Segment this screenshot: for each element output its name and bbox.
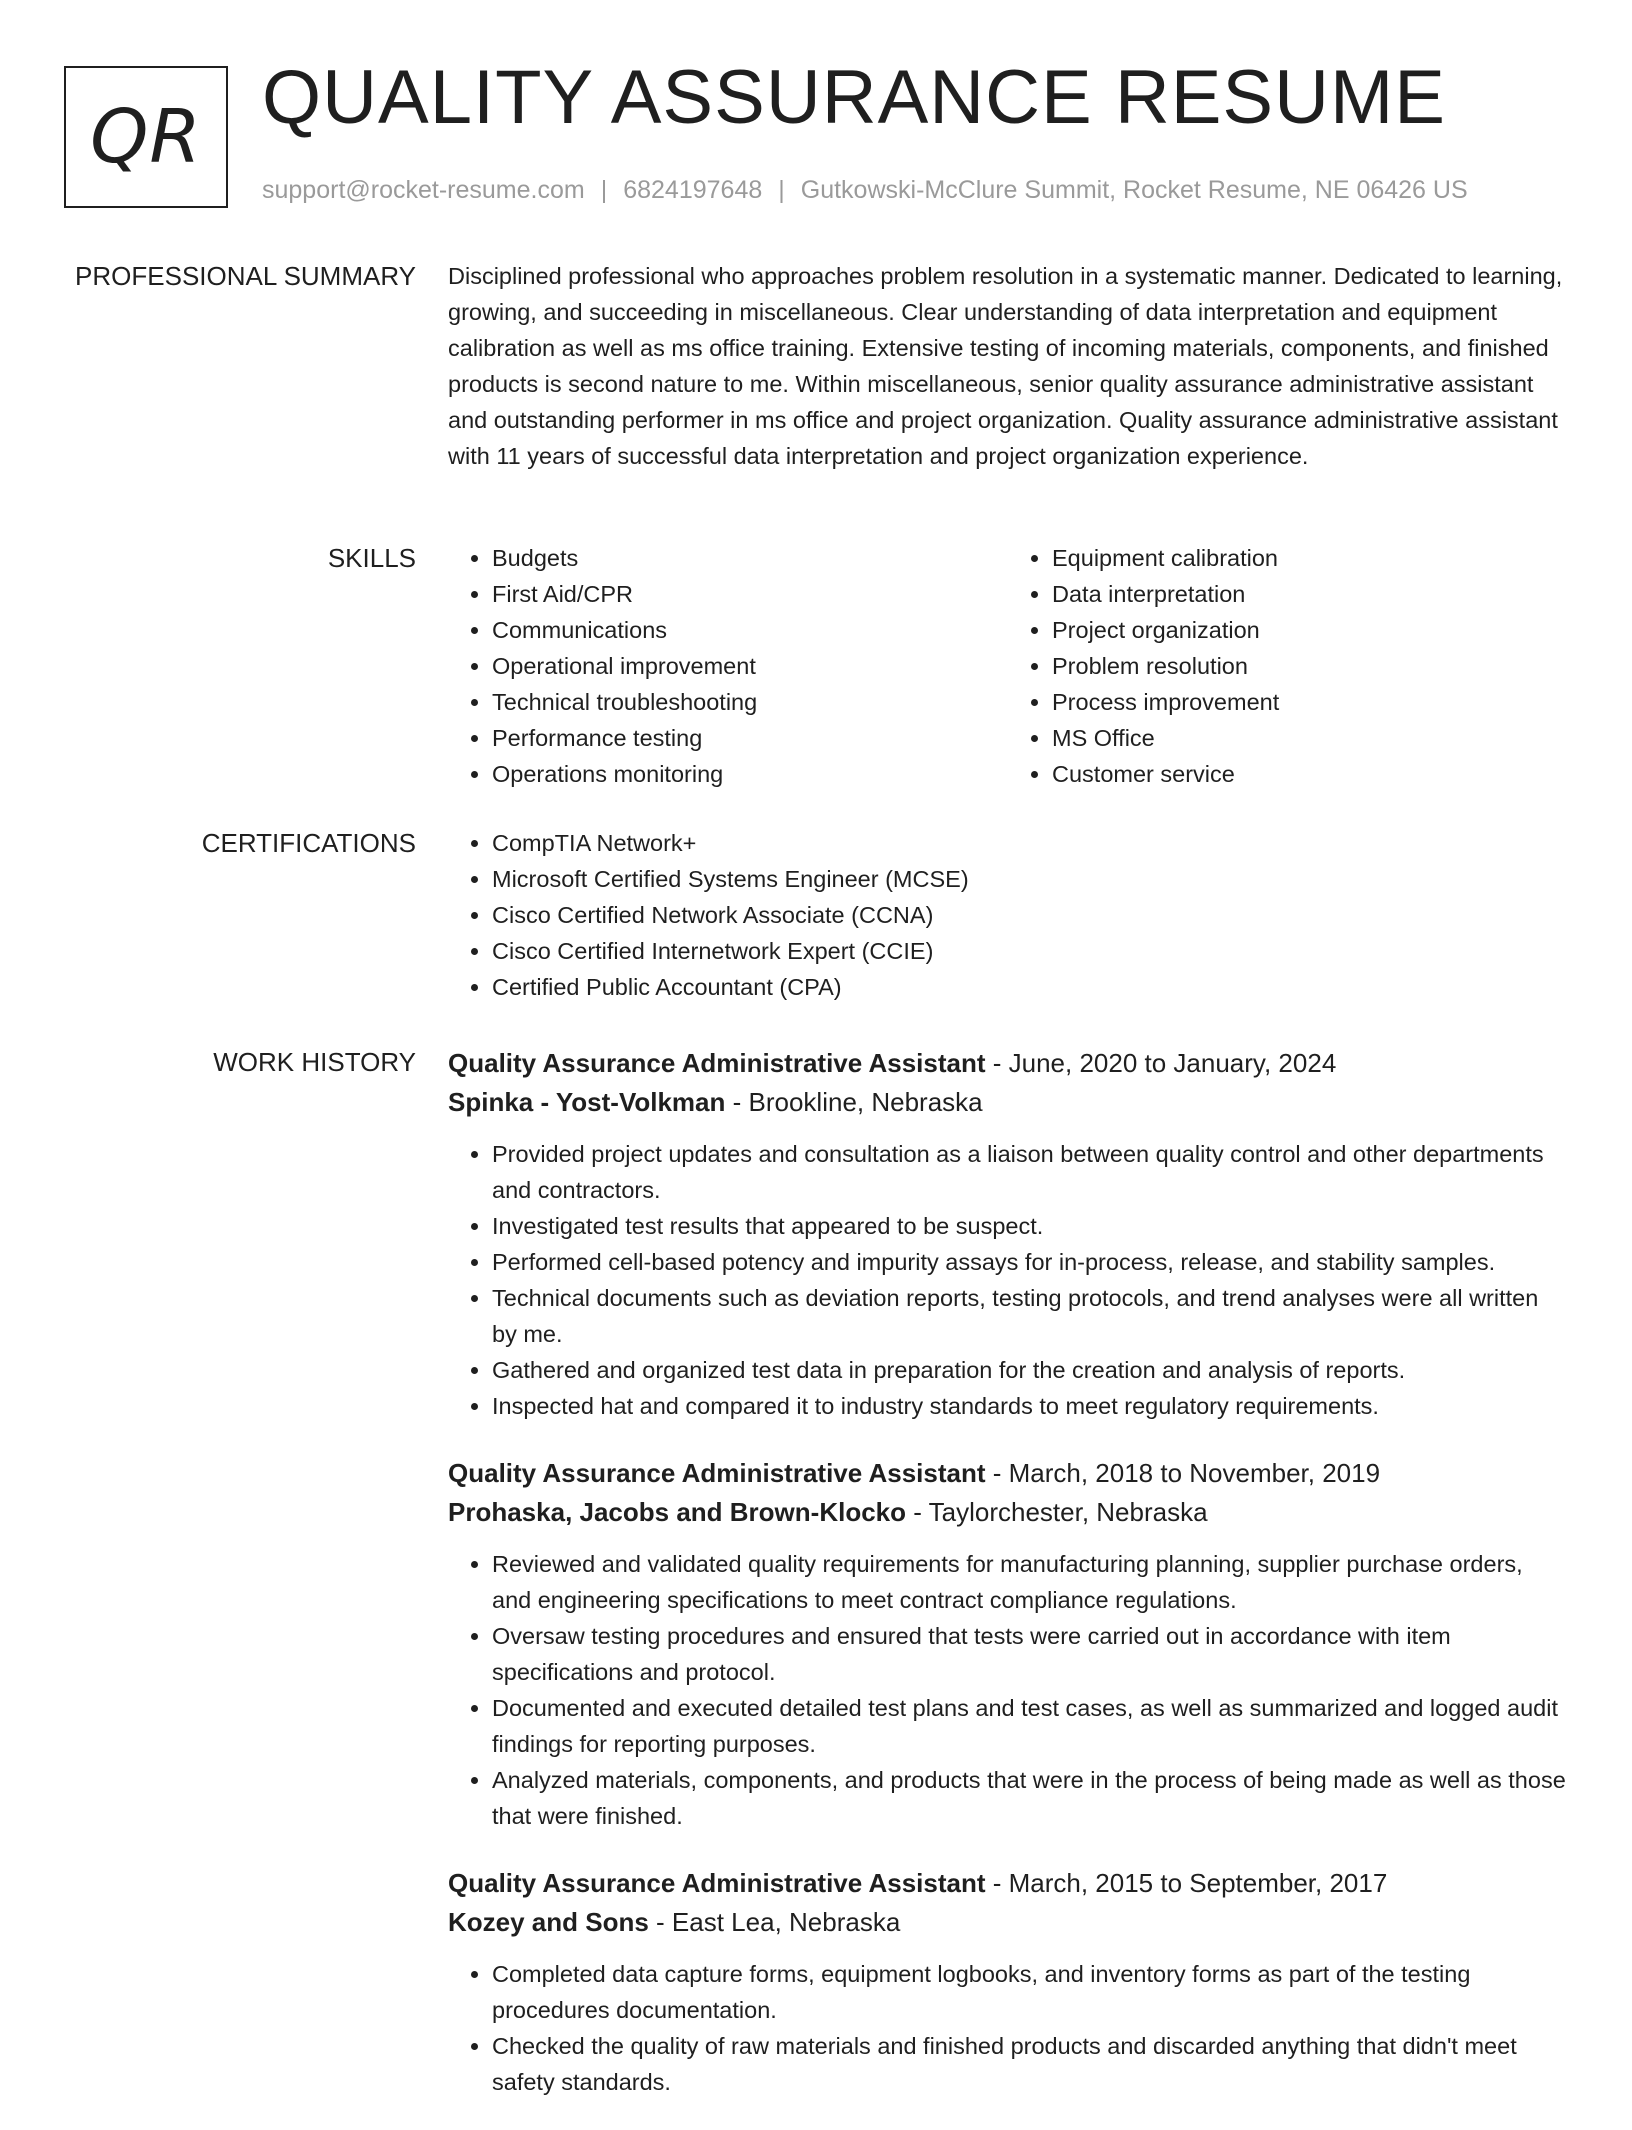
skill-item: • Technical troubleshooting [492, 684, 1008, 720]
job-title: Quality Assurance Administrative Assistant [448, 1458, 986, 1488]
certification-item: • CompTIA Network+ [492, 825, 1568, 861]
contact-phone: 6824197648 [623, 176, 763, 204]
skill-item: • Communications [492, 612, 1008, 648]
job-dates: - March, 2018 to November, 2019 [985, 1458, 1381, 1488]
job-bullet: • Documented and executed detailed test plans and test cases, as well as summarized and logged audit findings for reporting purposes. [492, 1690, 1568, 1762]
certification-item: • Microsoft Certified Systems Engineer (MCSE) [492, 861, 1568, 897]
job-location: - Taylorchester, Nebraska [906, 1497, 1208, 1527]
skill-item: • Equipment calibration [1052, 540, 1568, 576]
contact-separator: | [778, 176, 785, 204]
certification-item: • Certified Public Accountant (CPA) [492, 969, 1568, 1005]
job-dates: - June, 2020 to January, 2024 [985, 1048, 1337, 1078]
summary-heading: PROFESSIONAL SUMMARY [75, 261, 416, 291]
job-bullet: • Reviewed and validated quality requirements for manufacturing planning, supplier purchase orders, and engineering specifications to meet contract compliance regulations. [492, 1546, 1568, 1618]
job-company: Prohaska, Jacobs and Brown-Klocko [448, 1497, 907, 1527]
job-bullet: • Performed cell-based potency and impurity assays for in-process, release, and stability samples. [492, 1244, 1568, 1280]
skill-item: • Budgets [492, 540, 1008, 576]
skill-item: • Problem resolution [1052, 648, 1568, 684]
job-bullets [448, 1546, 1568, 1834]
contact-separator: | [600, 176, 608, 204]
resume-title: QUALITY ASSURANCE RESUME [262, 55, 1447, 140]
job-bullet: • Investigated test results that appeared to be suspect. [492, 1208, 1568, 1244]
job-entry [448, 1454, 1568, 1834]
job-bullets [448, 1956, 1568, 2100]
job-bullet: • Oversaw testing procedures and ensured that tests were carried out in accordance with item specifications and protocol. [492, 1618, 1568, 1690]
job-entry [448, 1044, 1568, 1424]
job-dates: - March, 2015 to September, 2017 [985, 1868, 1388, 1898]
certifications-list [448, 825, 1568, 1005]
skill-item: • Performance testing [492, 720, 1008, 756]
job-company: Kozey and Sons [448, 1907, 649, 1937]
work-history-heading: WORK HISTORY [213, 1047, 416, 1077]
certifications-heading: CERTIFICATIONS [201, 828, 416, 858]
skills-list-right [1008, 540, 1568, 792]
certification-item: • Cisco Certified Internetwork Expert (CCIE) [492, 933, 1568, 969]
job-entry [448, 1864, 1568, 2100]
skill-item: • Process improvement [1052, 684, 1568, 720]
certification-item: • Cisco Certified Network Associate (CCNA) [492, 897, 1568, 933]
skill-item: • First Aid/CPR [492, 576, 1008, 612]
job-bullet: • Gathered and organized test data in preparation for the creation and analysis of reports. [492, 1352, 1568, 1388]
job-title: Quality Assurance Administrative Assistant [448, 1048, 986, 1078]
summary-text: Disciplined professional who approaches problem resolution in a systematic manner. Dedicated to learning, growing, and succeeding in miscellaneous. Clear understanding of data interpretation and equipment calibration as well as ms office training. Extensive testing of incoming materials, components, and finished products is second nature to me. Within miscellaneous, senior quality assurance administrative assistant and outstanding performer in ms office and project organization. Quality assurance administrative assistant with 11 years of successful data interpretation and project organization experience. [448, 263, 1563, 469]
skill-item: • Customer service [1052, 756, 1568, 792]
job-location: - Brookline, Nebraska [725, 1087, 983, 1117]
job-bullet: • Inspected hat and compared it to industry standards to meet regulatory requirements. [492, 1388, 1568, 1424]
job-bullet: • Provided project updates and consultation as a liaison between quality control and other departments and contractors. [492, 1136, 1568, 1208]
job-bullet: • Checked the quality of raw materials and finished products and discarded anything that didn't meet safety standards. [492, 2028, 1568, 2100]
skill-item: • Operations monitoring [492, 756, 1008, 792]
contact-line [262, 176, 1468, 205]
job-title: Quality Assurance Administrative Assistant [448, 1868, 986, 1898]
skill-item: • MS Office [1052, 720, 1568, 756]
skills-heading: SKILLS [327, 543, 416, 573]
job-bullets [448, 1136, 1568, 1424]
job-location: - East Lea, Nebraska [648, 1907, 901, 1937]
job-bullet: • Technical documents such as deviation reports, testing protocols, and trend analyses were all written by me. [492, 1280, 1568, 1352]
skill-item: • Project organization [1052, 612, 1568, 648]
job-bullet: • Completed data capture forms, equipment logbooks, and inventory forms as part of the testing procedures documentation. [492, 1956, 1568, 2028]
job-company: Spinka - Yost-Volkman [448, 1087, 726, 1117]
skill-item: • Operational improvement [492, 648, 1008, 684]
job-bullet: • Analyzed materials, components, and products that were in the process of being made as well as those that were finished. [492, 1762, 1568, 1834]
contact-email: support@rocket-resume.com [262, 176, 585, 204]
skill-item: • Data interpretation [1052, 576, 1568, 612]
initials-logo: QR [64, 66, 228, 208]
skills-list-left [448, 540, 1008, 792]
contact-address: Gutkowski-McClure Summit, Rocket Resume, NE 06426 US [800, 176, 1468, 204]
